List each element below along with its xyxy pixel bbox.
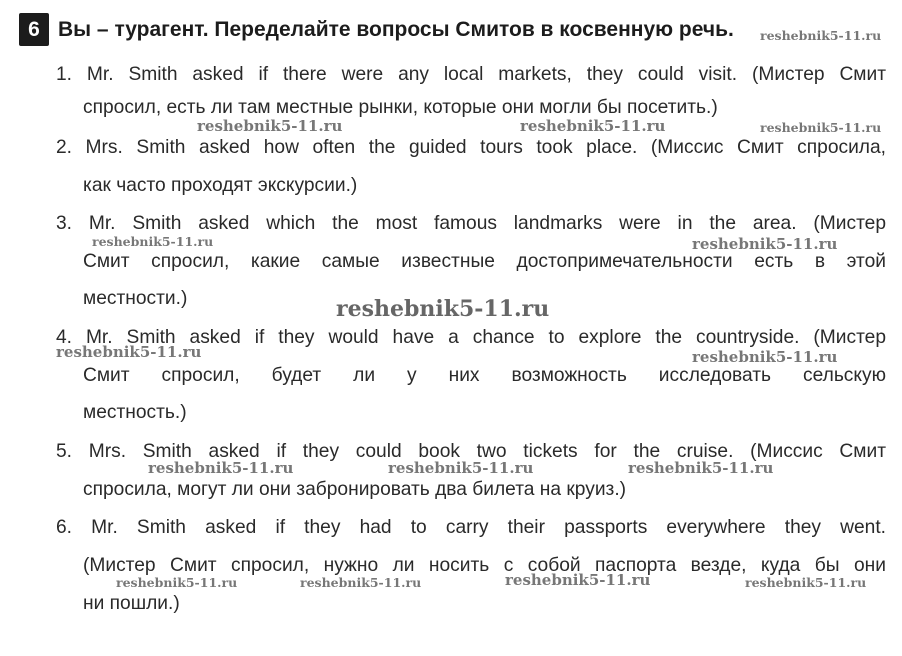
- watermark: reshebnik5-11.ru: [520, 117, 666, 135]
- item-1-line-1: 1. Mr. Smith asked if there were any local markets, they could visit. (Мистер Смит: [56, 64, 886, 85]
- watermark: reshebnik5-11.ru: [148, 459, 294, 477]
- watermark: reshebnik5-11.ru: [388, 459, 534, 477]
- item-5-line-1: 5. Mrs. Smith asked if they could book two tickets for the cruise. (Миссис Смит: [56, 441, 886, 462]
- item-1-line-2: спросил, есть ли там местные рынки, которые они могли бы посетить.): [83, 97, 718, 118]
- watermark: reshebnik5-11.ru: [336, 296, 550, 322]
- watermark: reshebnik5-11.ru: [92, 234, 214, 249]
- item-2-line-2: как часто проходят экскурсии.): [83, 175, 358, 196]
- watermark: reshebnik5-11.ru: [760, 28, 882, 43]
- item-4-line-2: Смит спросил, будет ли у них возможность исследовать сельскую: [83, 365, 886, 386]
- watermark: reshebnik5-11.ru: [300, 575, 422, 590]
- watermark: reshebnik5-11.ru: [505, 571, 651, 589]
- item-6-line-2: (Мистер Смит спросил, нужно ли носить с собой паспорта везде, куда бы они: [83, 555, 886, 576]
- watermark: reshebnik5-11.ru: [116, 575, 238, 590]
- item-6-line-1: 6. Mr. Smith asked if they had to carry their passports everywhere they went.: [56, 517, 886, 538]
- watermark: reshebnik5-11.ru: [692, 348, 838, 366]
- item-3-line-2: Смит спросил, какие самые известные достопримечательности есть в этой: [83, 251, 886, 272]
- exercise-number-badge: 6: [19, 13, 49, 46]
- item-3-line-1: 3. Mr. Smith asked which the most famous landmarks were in the area. (Мистер: [56, 213, 886, 234]
- watermark: reshebnik5-11.ru: [56, 343, 202, 361]
- watermark: reshebnik5-11.ru: [760, 120, 882, 135]
- watermark: reshebnik5-11.ru: [745, 575, 867, 590]
- item-4-line-3: местность.): [83, 402, 187, 423]
- item-4-line-1: 4. Mr. Smith asked if they would have a chance to explore the countryside. (Мистер: [56, 327, 886, 348]
- watermark: reshebnik5-11.ru: [628, 459, 774, 477]
- item-2-line-1: 2. Mrs. Smith asked how often the guided tours took place. (Миссис Смит спросила,: [56, 137, 886, 158]
- item-6-line-3: ни пошли.): [83, 593, 180, 614]
- watermark: reshebnik5-11.ru: [197, 117, 343, 135]
- watermark: reshebnik5-11.ru: [692, 235, 838, 253]
- item-3-line-3: местности.): [83, 288, 188, 309]
- item-5-line-2: спросила, могут ли они забронировать два билета на круиз.): [83, 479, 627, 500]
- exercise-heading: Вы – турагент. Переделайте вопросы Смитов в косвенную речь.: [58, 18, 734, 41]
